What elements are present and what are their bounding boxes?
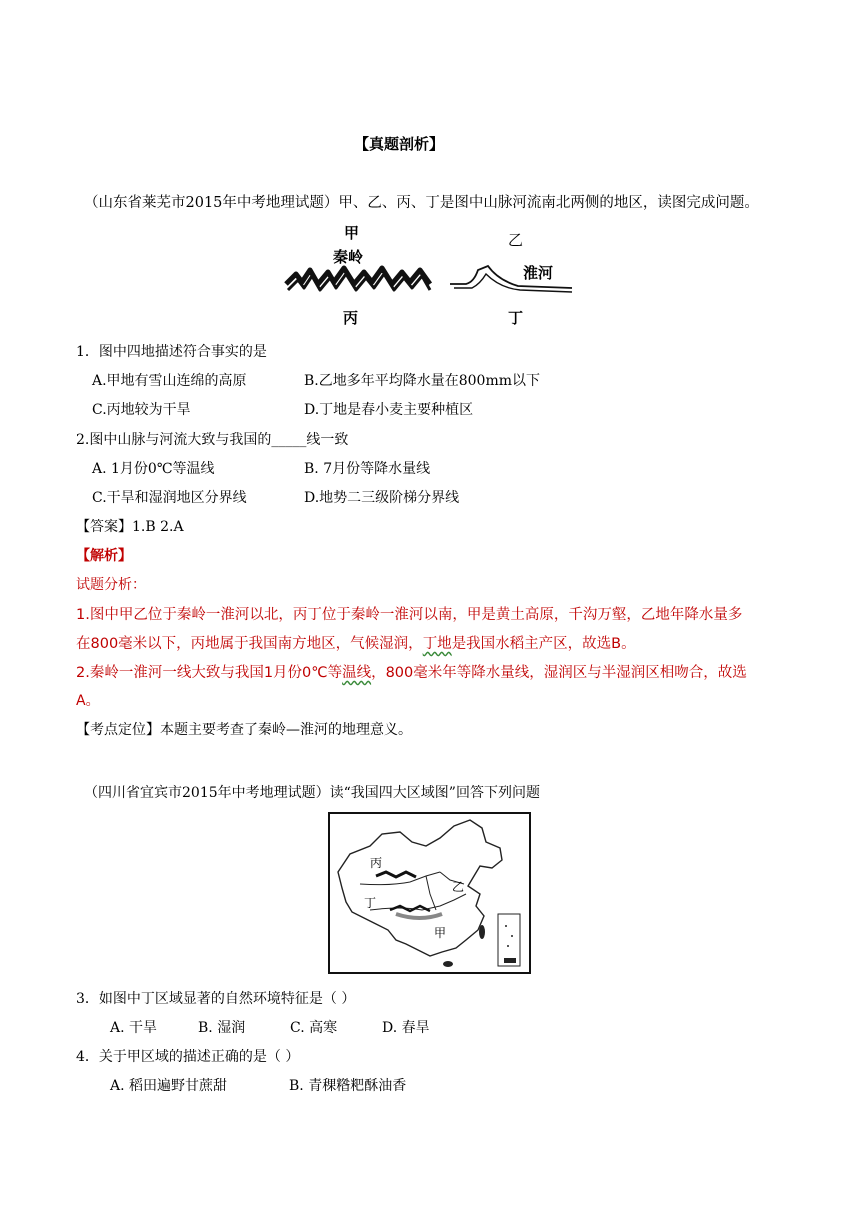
figure-label-ding: 丁 <box>508 309 524 327</box>
map-label-yi: 乙 <box>452 880 465 894</box>
kaodian-line: 【考点定位】本题主要考查了秦岭—淮河的地理意义。 <box>76 722 412 738</box>
river-icon <box>448 258 574 298</box>
china-regions-map <box>328 812 531 974</box>
question-4-stem: 4．关于甲区域的描述正确的是（ ） <box>76 1049 300 1065</box>
question-intro-2: （四川省宜宾市2015年中考地理试题）读“我国四大区域图”回答下列问题 <box>84 785 540 801</box>
analysis-line-2b: A。 <box>76 693 100 709</box>
question-2-option-d: D.地势二三级阶梯分界线 <box>304 490 460 506</box>
analysis-line-2a <box>76 661 747 682</box>
question-3-stem: 3．如图中丁区域显著的自然环境特征是（ ） <box>76 991 356 1007</box>
question-1-option-d: D.丁地是春小麦主要种植区 <box>304 402 474 418</box>
analysis-line-1b-pre: 在800毫米以下，丙地属于我国南方地区，气候湿润， <box>76 636 423 652</box>
question-3-option-d: D. 春旱 <box>382 1020 430 1036</box>
question-3-option-c: C. 高寒 <box>290 1020 338 1036</box>
mountain-range-icon <box>284 262 434 298</box>
question-2-option-a: A. 1月份0℃等温线 <box>92 461 215 477</box>
analysis-line-2a-wavy: 温线 <box>342 665 372 681</box>
question-intro: （山东省莱芜市2015年中考地理试题）甲、乙、丙、丁是图中山脉河流南北两侧的地区，读图完成问题。 <box>84 195 759 211</box>
china-outline-icon <box>330 814 529 972</box>
question-1-stem: 1．图中四地描述符合事实的是 <box>76 344 267 360</box>
map-label-jia: 甲 <box>434 926 447 940</box>
question-1-option-a: A.甲地有雪山连绵的高原 <box>92 373 247 389</box>
question-3-option-a: A. 干旱 <box>110 1020 158 1036</box>
answer-line: 【答案】1.B 2.A <box>76 519 184 535</box>
analysis-subtitle: 试题分析： <box>76 577 146 593</box>
section-title: 【真题剖析】 <box>354 135 445 153</box>
question-4-option-a: A. 稻田遍野甘蔗甜 <box>110 1078 228 1094</box>
figure-label-yi: 乙 <box>508 231 524 249</box>
question-2-stem: 2.图中山脉与河流大致与我国的_____线一致 <box>76 432 349 448</box>
question-4-option-b: B. 青稞糌粑酥油香 <box>289 1078 407 1094</box>
figure-label-jia: 甲 <box>344 224 360 242</box>
question-2-option-c: C.干旱和湿润地区分界线 <box>92 490 247 506</box>
analysis-line-1b-wavy: 丁地 <box>422 636 452 652</box>
question-3-option-b: B. 湿润 <box>198 1020 246 1036</box>
analysis-title: 【解析】 <box>76 548 132 564</box>
analysis-line-2a-pre: 2.秦岭一淮河一线大致与我国1月份0℃等 <box>76 665 343 681</box>
analysis-line-1a: 1.图中甲乙位于秦岭一淮河以北，丙丁位于秦岭一淮河以南，甲是黄土高原，千沟万壑，乙地年降水量多 <box>76 607 743 623</box>
question-1-option-b: B.乙地多年平均降水量在800mm以下 <box>304 373 541 389</box>
question-1-option-c: C.丙地较为干旱 <box>92 402 191 418</box>
map-label-bing: 丙 <box>370 856 383 870</box>
question-2-option-b: B. 7月份等降水量线 <box>304 461 431 477</box>
analysis-line-1b-post: 是我国水稻主产区，故选B。 <box>451 636 636 652</box>
analysis-line-1b <box>76 632 636 653</box>
figure-label-qinling: 秦岭 <box>333 248 364 266</box>
figure-label-bing: 丙 <box>343 309 359 327</box>
analysis-line-2a-post: ，800毫米年等降水量线，湿润区与半湿润区相吻合，故选 <box>371 665 747 681</box>
figure-label-huaihe: 淮河 <box>523 264 554 282</box>
map-label-ding: 丁 <box>364 896 377 910</box>
